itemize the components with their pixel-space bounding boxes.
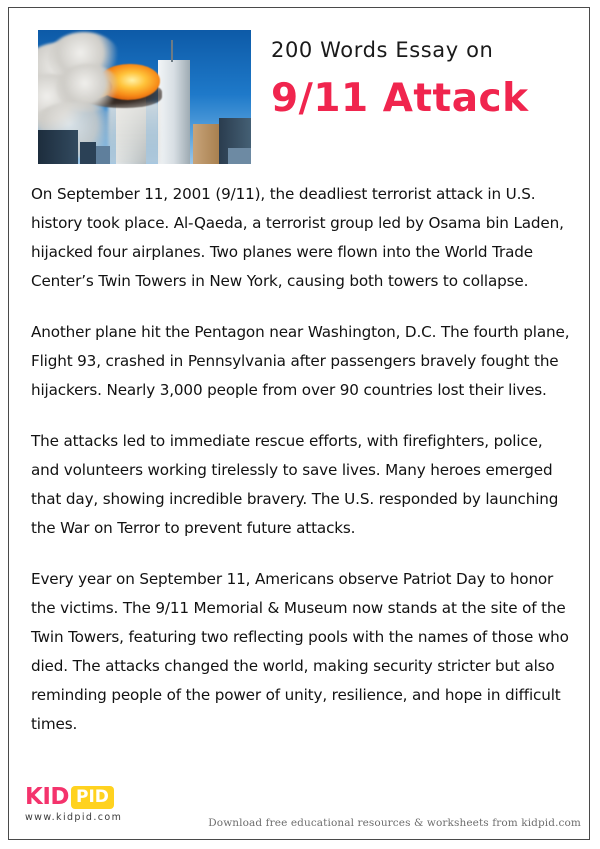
essay-body (31, 180, 571, 761)
logo-website-url: www.kidpid.com (25, 812, 123, 823)
kidpid-logo[interactable] (25, 785, 122, 823)
logo-wordmark (25, 785, 122, 809)
foreground-building (96, 146, 110, 164)
north-tower (158, 60, 190, 164)
tower-antenna (171, 40, 173, 62)
foreground-building (193, 124, 219, 164)
paragraph: Another plane hit the Pentagon near Washington, D.C. The fourth plane, Flight 93, crashed in Pennsylvania after passengers bravely fought the hijackers. Nearly 3,000 people from over 90 countries lost their lives. (31, 323, 570, 399)
foreground-building (80, 142, 96, 164)
page-footer (9, 785, 591, 833)
essay-eyebrow: 200 Words Essay on (271, 38, 494, 62)
title-block (271, 38, 581, 121)
twin-towers-photo (38, 30, 251, 164)
worksheet-page (8, 7, 590, 840)
foreground-building (38, 130, 78, 164)
paragraph: On September 11, 2001 (9/11), the deadliest terrorist attack in U.S. history took place. Al-Qaeda, a terrorist group led by Osama bin Laden, hijacked four airplanes. Two planes were flown into the World Trade Center’s Twin Towers in New York, causing both towers to collapse. (31, 185, 564, 290)
footer-attribution: Download free educational resources & worksheets from kidpid.com (208, 817, 581, 829)
paragraph: Every year on September 11, Americans observe Patriot Day to honor the victims. The 9/11 Memorial & Museum now stands at the site of the Twin Towers, featuring two reflecting pools with the names of those who died. The attacks changed the world, making security stricter but also reminding people of the power of unity, resilience, and hope in difficult times. (31, 570, 569, 733)
paragraph: The attacks led to immediate rescue efforts, with firefighters, police, and volunteers working tirelessly to save lives. Many heroes emerged that day, showing incredible bravery. The U.S. responded by launching the War on Terror to prevent future attacks. (31, 432, 559, 537)
logo-text-kid: KID (25, 783, 69, 810)
foreground-building (228, 148, 251, 164)
logo-badge-pid: PID (71, 786, 114, 809)
page-title: 9/11 Attack (271, 76, 529, 121)
page-header (9, 8, 591, 166)
